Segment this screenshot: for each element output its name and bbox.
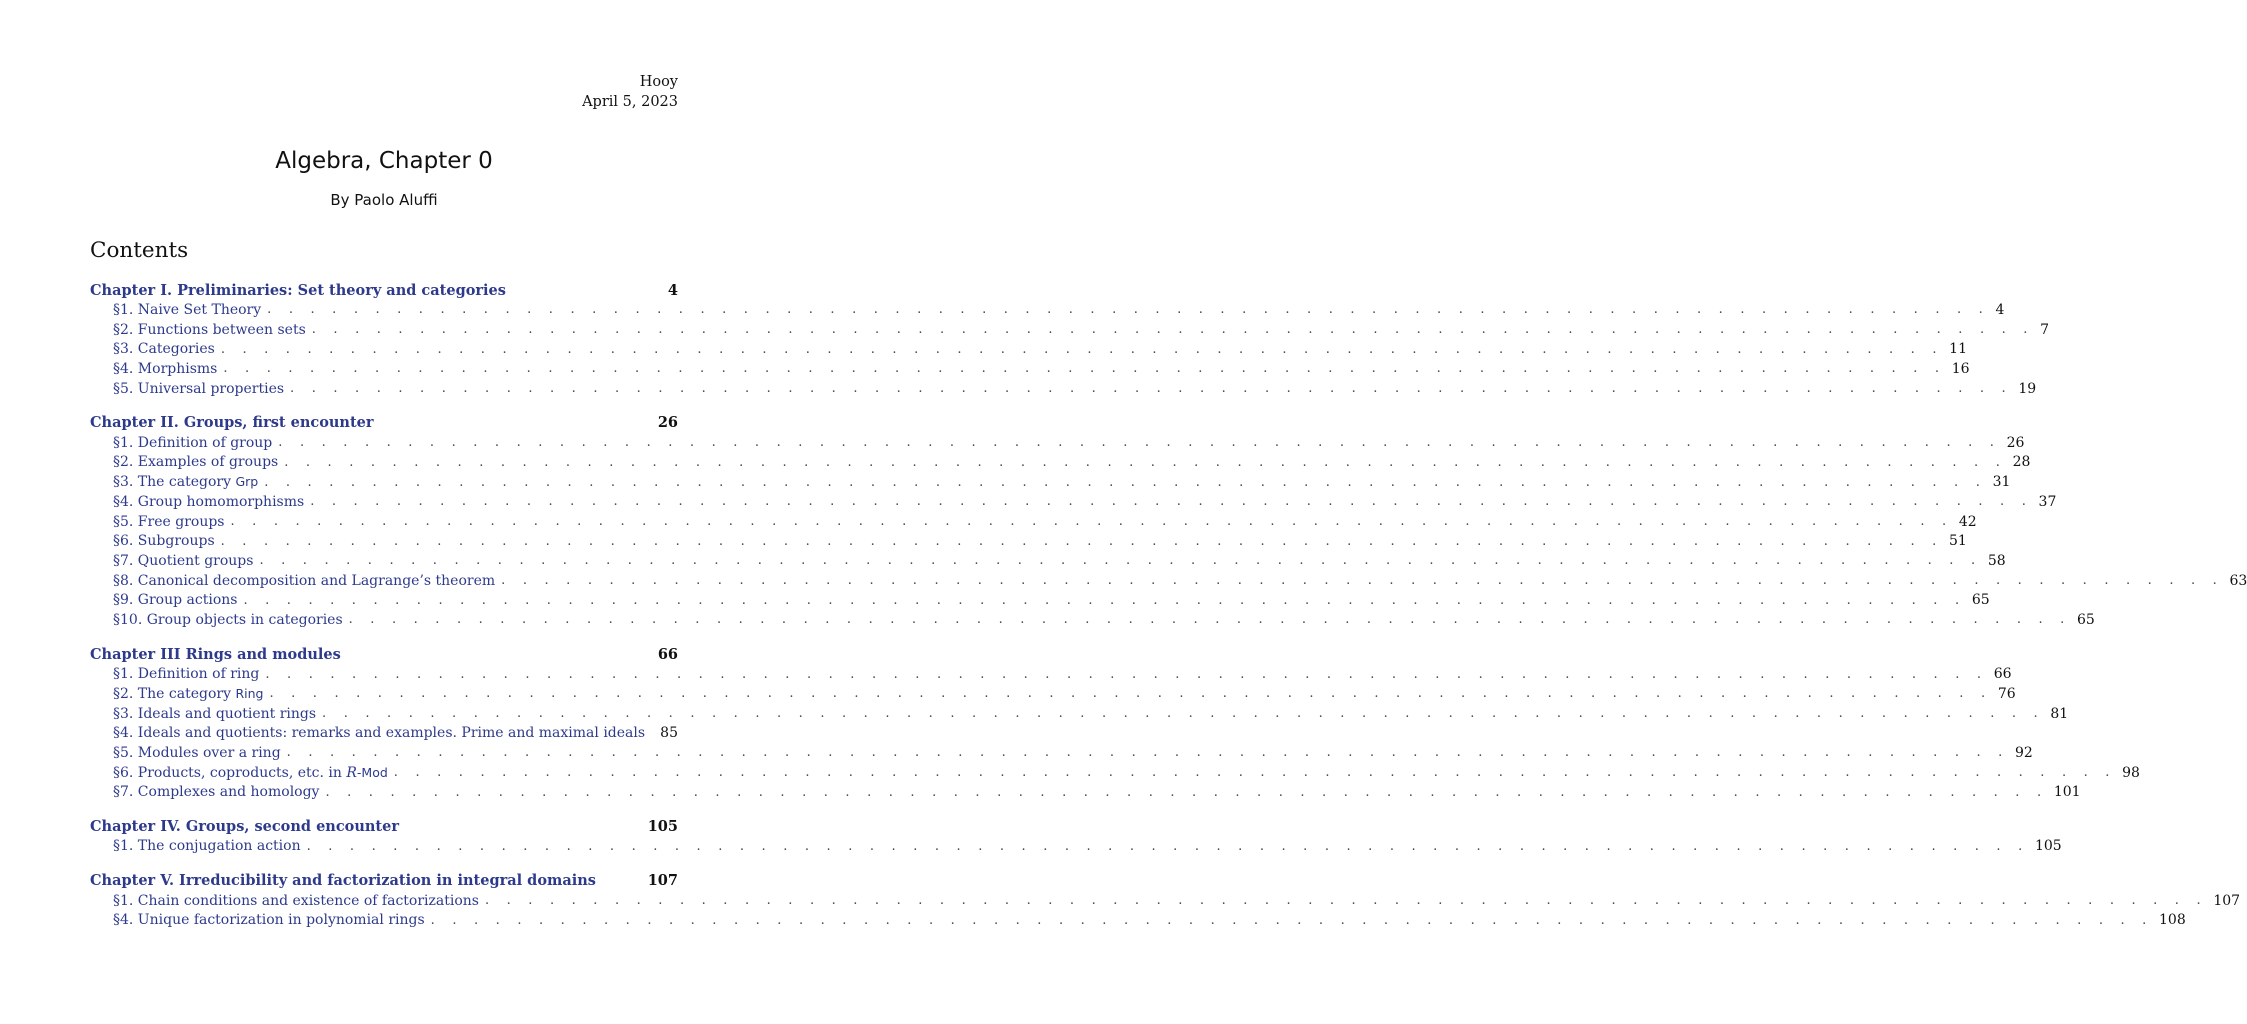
section-title-part: §2. Functions between sets: [113, 321, 306, 338]
section-title-part: §7. Complexes and homology: [113, 784, 320, 801]
chapter-page-number: 26: [657, 414, 678, 432]
toc-section-entry[interactable]: [90, 723, 678, 743]
section-title-part: §2. Examples of groups: [113, 454, 279, 471]
section-title-part: §1. Definition of group: [113, 434, 273, 451]
section-title-part: §10. Group objects in categories: [113, 611, 343, 628]
leader-dots: . . . . . . . . . . . . . . . . . . . . . . . . . . . . . . . . . . . . . . . . . . . . . . . . . . . . . . . . . . . . . . . . . . . . . . . . . . . . . . . .: [284, 454, 2007, 470]
table-of-contents: [90, 280, 2247, 945]
toc-chapter-entry[interactable]: [90, 644, 678, 664]
section-title-part: §4. Group homomorphisms: [113, 493, 305, 510]
chapter-page-number: 105: [647, 818, 678, 836]
section-title-link[interactable]: [113, 361, 217, 377]
section-page-number: 26: [2006, 434, 2025, 451]
chapter-page-number: 66: [657, 645, 678, 663]
section-title-link[interactable]: [113, 612, 343, 628]
section-title-part: §1. Definition of ring: [113, 666, 260, 683]
section-title-link[interactable]: [113, 514, 224, 530]
leader-dots: . . . . . . . . . . . . . . . . . . . . . . . . . . . . . . . . . . . . . . . . . . . . . . . . . . . . . . . . . . . . . . . . . . . . . . . . . . . . . . . .: [322, 706, 2045, 722]
toc-chapter: [90, 871, 2241, 930]
section-page-number: 66: [1993, 666, 2012, 683]
section-page-number: 85: [660, 725, 678, 742]
section-title-part: §4. Morphisms: [113, 360, 218, 377]
toc-chapter-entry[interactable]: [90, 871, 678, 891]
toc-chapter: [90, 280, 2050, 398]
section-title-link[interactable]: [113, 302, 261, 318]
section-title-link[interactable]: [113, 533, 215, 549]
leader-dots: . . . . . . . . . . . . . . . . . . . . . . . . . . . . . . . . . . . . . . . . . . . . . . . . . . . . . . . . . . . . . . . . . . . . . . . . . . . . . . . .: [264, 474, 1987, 490]
section-page-number: 65: [2076, 611, 2095, 628]
toc-chapter: [90, 644, 2140, 802]
section-page-number: 4: [1995, 301, 2005, 318]
section-title-part: §2. The category: [113, 685, 236, 702]
section-title-part: §3. Categories: [113, 341, 215, 358]
section-page-number: 101: [2053, 784, 2081, 801]
section-title-part: §9. Group actions: [113, 592, 238, 609]
section-title-link[interactable]: [113, 784, 319, 800]
leader-dots: . . . . . . . . . . . . . . . . . . . . . . . . . . . . . . . . . . . . . . . . . . . . . . . . . . . . . . . . . . . . . . . . . . . . . . . . . . . . . . . .: [220, 533, 1943, 549]
section-title-link[interactable]: [113, 381, 284, 397]
toc-section-entry[interactable]: [90, 684, 2016, 704]
toc-section-entry[interactable]: [90, 610, 2095, 630]
toc-section-entry[interactable]: [90, 704, 2069, 724]
toc-section-entry[interactable]: [90, 472, 2011, 492]
toc-chapter-entry[interactable]: [90, 413, 678, 433]
leader-dots: . . . . . . . . . . . . . . . . . . . . . . . . . . . . . . . . . . . . . . . . . . . . . . . . . . . . . . . . . . . . . . . . . . . . . . . . . . . . . . . .: [484, 893, 2208, 909]
section-title-link[interactable]: [113, 666, 259, 682]
toc-chapter: [90, 817, 2062, 857]
chapter-title-link[interactable]: Chapter V. Irreducibility and factorization in integral domains: [90, 872, 596, 890]
document-meta: [582, 72, 678, 112]
section-page-number: 81: [2050, 705, 2069, 722]
section-title-part: §8. Canonical decomposition and Lagrange’s theorem: [113, 572, 496, 589]
leader-dots: . . . . . . . . . . . . . . . . . . . . . . . . . . . . . . . . . . . . . . . . . . . . . . . . . . . . . . . . . . . . . . . . . . . . . . . . . . . . . . . .: [230, 514, 1953, 530]
section-title-part: Ring: [235, 685, 264, 701]
chapter-page-number: 4: [667, 281, 678, 299]
leader-dots: . . . . . . . . . . . . . . . . . . . . . . . . . . . . . . . . . . . . . . . . . . . . . . . . . . . . . . . . . . . . . . . . . . . . . . . . . . . . . . . .: [430, 912, 2154, 928]
section-title-part: Grp: [235, 474, 259, 490]
toc-section-entry[interactable]: [90, 300, 2005, 320]
leader-dots: . . . . . . . . . . . . . . . . . . . . . . . . . . . . . . . . . . . . . . . . . . . . . . . . . . . . . . . . . . . . . . . . . . . . . . . . . . . . . . . .: [290, 381, 2013, 397]
leader-dots: . . . . . . . . . . . . . . . . . . . . . . . . . . . . . . . . . . . . . . . . . . . . . . . . . . . . . . . . . . . . . . . . . . . . . . . . . . . . . . . .: [348, 612, 2071, 628]
toc-section-entry[interactable]: [90, 763, 2140, 783]
toc-chapter: [90, 413, 2247, 630]
leader-dots: . . . . . . . . . . . . . . . . . . . . . . . . . . . . . . . . . . . . . . . . . . . . . . . . . . . . . . . . . . . . . . . . . . . . . . . . . . . . . . . .: [501, 573, 2224, 589]
section-title-part: R: [346, 764, 357, 781]
section-page-number: 98: [2122, 764, 2140, 781]
section-title-part: §6. Products, coproducts, etc. in: [113, 764, 347, 781]
leader-dots: . . . . . . . . . . . . . . . . . . . . . . . . . . . . . . . . . . . . . . . . . . . . . . . . . . . . . . . . . . . . . . . . . . . . . . . . . . . . . . . .: [286, 745, 2010, 761]
toc-section-entry[interactable]: [90, 664, 2012, 684]
leader-dots: . . . . . . . . . . . . . . . . . . . . . . . . . . . . . . . . . . . . . . . . . . . . . . . . . . . . . . . . . . . . . . . . . . . . . . . . . . . . . . . .: [220, 341, 1944, 357]
section-title-part: -Mod: [356, 764, 388, 780]
chapter-title-link[interactable]: Chapter I. Preliminaries: Set theory and categories: [90, 281, 506, 299]
section-title-link[interactable]: [113, 706, 316, 722]
toc-section-entry[interactable]: [90, 551, 2006, 571]
section-title-link[interactable]: [113, 341, 215, 357]
section-title-part: §4. Ideals and quotients: remarks and examples. Prime and maximal ideals: [113, 725, 646, 742]
leader-dots: . . . . . . . . . . . . . . . . . . . . . . . . . . . . . . . . . . . . . . . . . . . . . . . . . . . . . . . . . . . . . . . . . . . . . . . . . . . . . . . .: [311, 322, 2035, 338]
section-title-part: §1. Naive Set Theory: [113, 301, 262, 318]
section-page-number: 28: [2012, 454, 2031, 471]
document-date: April 5, 2023: [582, 94, 678, 110]
section-title-link[interactable]: [113, 322, 306, 338]
section-title-part: §1. The conjugation action: [113, 838, 301, 855]
section-title-link[interactable]: [113, 573, 495, 589]
leader-dots: . . . . . . . . . . . . . . . . . . . . . . . . . . . . . . . . . . . . . . . . . . . . . . . . . . . . . . . . . . . . . . . . . . . . . . . . . . . . . . . .: [243, 592, 1966, 608]
section-title-part: §6. Subgroups: [113, 533, 215, 550]
section-title-part: §7. Quotient groups: [113, 552, 254, 569]
toc-section-entry[interactable]: [90, 512, 1977, 532]
toc-chapter-entry[interactable]: [90, 817, 678, 837]
section-title-link[interactable]: [113, 435, 272, 451]
section-title-link[interactable]: [113, 765, 388, 781]
toc-section-entry[interactable]: [90, 571, 2247, 591]
section-page-number: 31: [1992, 474, 2011, 491]
section-title-part: §3. Ideals and quotient rings: [113, 705, 317, 722]
section-title-link[interactable]: [113, 686, 263, 702]
leader-dots: . . . . . . . . . . . . . . . . . . . . . . . . . . . . . . . . . . . . . . . . . . . . . . . . . . . . . . . . . . . . . . . . . . . . . . . . . . . . . . . .: [259, 553, 1982, 569]
section-page-number: 63: [2229, 572, 2247, 589]
section-title-part: §5. Universal properties: [113, 380, 285, 397]
toc-section-entry[interactable]: [90, 891, 2241, 911]
toc-section-entry[interactable]: [90, 837, 2062, 857]
section-page-number: 92: [2015, 744, 2033, 761]
section-page-number: 105: [2034, 838, 2062, 855]
toc-section-entry[interactable]: [90, 911, 2186, 931]
toc-section-entry[interactable]: [90, 492, 2057, 512]
leader-dots: . . . . . . . . . . . . . . . . . . . . . . . . . . . . . . . . . . . . . . . . . . . . . . . . . . . . . . . . . . . . . . . . . . . . . . . . . . . . . . . .: [306, 838, 2029, 854]
toc-section-entry[interactable]: [90, 453, 2031, 473]
leader-dots: . . . . . . . . . . . . . . . . . . . . . . . . . . . . . . . . . . . . . . . . . . . . . . . . . . . . . . . . . . . . . . . . . . . . . . . . . . . . . . . .: [325, 784, 2048, 800]
chapter-title-link[interactable]: Chapter IV. Groups, second encounter: [90, 818, 399, 836]
toc-section-entry[interactable]: [90, 359, 1970, 379]
author-name: Hooy: [639, 74, 678, 90]
section-page-number: 11: [1949, 341, 1967, 358]
toc-section-entry[interactable]: [90, 339, 1967, 359]
section-title-part: §4. Unique factorization in polynomial rings: [113, 912, 425, 929]
leader-dots: . . . . . . . . . . . . . . . . . . . . . . . . . . . . . . . . . . . . . . . . . . . . . . . . . . . . . . . . . . . . . . . . . . . . . . . . . . . . . . . .: [267, 302, 1990, 318]
leader-dots: . . . . . . . . . . . . . . . . . . . . . . . . . . . . . . . . . . . . . . . . . . . . . . . . . . . . . . . . . . . . . . . . . . . . . . . . . . . . . . . .: [310, 494, 2033, 510]
leader-dots: . . . . . . . . . . . . . . . . . . . . . . . . . . . . . . . . . . . . . . . . . . . . . . . . . . . . . . . . . . . . . . . . . . . . . . . . . . . . . . . .: [269, 686, 1992, 702]
byline: By Paolo Aluffi: [330, 191, 438, 209]
section-title-link[interactable]: [113, 474, 258, 490]
section-page-number: 42: [1958, 513, 1977, 530]
section-page-number: 65: [1971, 592, 1990, 609]
section-page-number: 51: [1948, 533, 1967, 550]
leader-dots: . . . . . . . . . . . . . . . . . . . . . . . . . . . . . . . . . . . . . . . . . . . . . . . . . . . . . . . . . . . . . . . . . . . . . . . . . . . . . . . .: [265, 666, 1988, 682]
section-title-link[interactable]: [113, 725, 645, 741]
section-page-number: 37: [2038, 493, 2057, 510]
section-page-number: 7: [2040, 321, 2050, 338]
leader-dots: . . . . . . . . . . . . . . . . . . . . . . . . . . . . . . . . . . . . . . . . . . . . . . . . . . . . . . . . . . . . . . . . . . . . . . . . . . . . . . . .: [278, 435, 2001, 451]
document-title: Algebra, Chapter 0: [275, 148, 493, 174]
section-title-link[interactable]: [113, 912, 425, 928]
section-page-number: 16: [1951, 360, 1970, 377]
section-title-link[interactable]: [113, 454, 278, 470]
section-title-link[interactable]: [113, 893, 479, 909]
section-title-link[interactable]: [113, 838, 301, 854]
chapter-page-number: 107: [647, 872, 678, 890]
section-title-link[interactable]: [113, 494, 304, 510]
section-page-number: 19: [2018, 380, 2037, 397]
toc-section-entry[interactable]: [90, 379, 2037, 399]
section-title-part: §3. The category: [113, 474, 236, 491]
toc-section-entry[interactable]: [90, 320, 2050, 340]
section-page-number: 108: [2159, 912, 2186, 929]
leader-dots: . . . . . . . . . . . . . . . . . . . . . . . . . . . . . . . . . . . . . . . . . . . . . . . . . . . . . . . . . . . . . . . . . . . . . . . . . . . . . . . .: [223, 361, 1946, 377]
leader-dots: . . . . . . . . . . . . . . . . . . . . . . . . . . . . . . . . . . . . . . . . . . . . . . . . . . . . . . . . . . . . . . . . . . . . . . . . . . . . . . . .: [393, 765, 2117, 781]
toc-section-entry[interactable]: [90, 782, 2081, 802]
section-title-link[interactable]: [113, 745, 281, 761]
toc-section-entry[interactable]: [90, 590, 1990, 610]
toc-chapter-entry[interactable]: [90, 280, 678, 300]
toc-section-entry[interactable]: [90, 433, 2025, 453]
chapter-title-link[interactable]: Chapter II. Groups, first encounter: [90, 414, 374, 432]
section-page-number: 58: [1987, 552, 2006, 569]
section-title-link[interactable]: [113, 592, 237, 608]
section-title-part: §1. Chain conditions and existence of factorizations: [113, 892, 479, 909]
section-page-number: 107: [2213, 892, 2241, 909]
section-title-part: §5. Free groups: [113, 513, 225, 530]
section-page-number: 76: [1997, 685, 2016, 702]
toc-section-entry[interactable]: [90, 743, 2033, 763]
contents-heading: Contents: [90, 238, 189, 263]
chapter-title-link[interactable]: Chapter III Rings and modules: [90, 645, 341, 663]
section-title-part: §5. Modules over a ring: [113, 744, 281, 761]
toc-section-entry[interactable]: [90, 531, 1967, 551]
section-title-link[interactable]: [113, 553, 253, 569]
